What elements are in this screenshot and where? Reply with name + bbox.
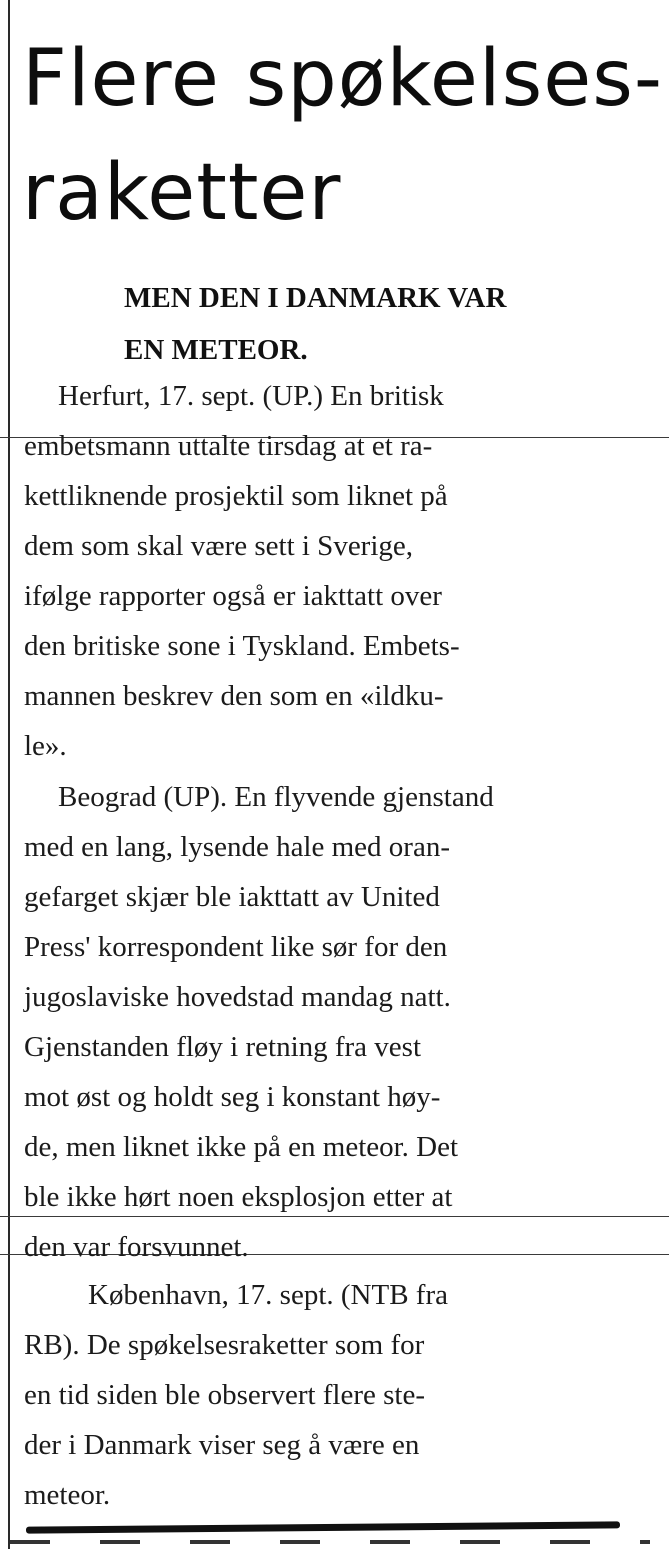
headline [22, 22, 663, 250]
paragraph-line: ifølge rapporter også er iakttatt over [24, 580, 442, 612]
paragraph-line: den britiske sone i Tyskland. Embets- [24, 630, 460, 662]
clipping-edge-remnant [10, 1540, 650, 1544]
paragraph-line: RB). De spøkelsesraketter som for [24, 1329, 425, 1361]
paragraph-line: embetsmann uttalte tirsdag at et ra- [24, 430, 433, 462]
clipping-left-border [8, 0, 10, 1549]
paragraph-line: København, 17. sept. (NTB fra [88, 1279, 448, 1311]
paragraph-beograd [24, 772, 624, 1272]
headline-line: Flere spøkelses- [22, 34, 663, 124]
paragraph-kobenhavn [24, 1270, 624, 1520]
headline-line: raketter [22, 148, 342, 238]
paragraph-line: kettliknende prosjektil som liknet på [24, 480, 448, 512]
paragraph-line: Gjenstanden fløy i retning fra vest [24, 1031, 422, 1063]
paragraph-line: de, men liknet ikke på en meteor. Det [24, 1131, 459, 1163]
paragraph-line: jugoslaviske hovedstad mandag natt. [24, 981, 451, 1013]
paragraph-herfurt [24, 371, 624, 771]
paragraph-line: ble ikke hørt noen eksplosjon etter at [24, 1181, 453, 1213]
paragraph-line: dem som skal være sett i Sverige, [24, 530, 414, 562]
paragraph-line: Press' korrespondent like sør for den [24, 931, 448, 963]
subheadline-line: EN METEOR. [124, 334, 308, 366]
paragraph-line: en tid siden ble observert flere ste- [24, 1379, 426, 1411]
paragraph-line: meteor. [24, 1479, 111, 1511]
paragraph-line: gefarget skjær ble iakttatt av United [24, 881, 440, 913]
paragraph-line: med en lang, lysende hale med oran- [24, 831, 450, 863]
paragraph-line: Herfurt, 17. sept. (UP.) En britisk [58, 380, 444, 412]
end-rule [26, 1521, 620, 1533]
paragraph-line: den var forsvunnet. [24, 1231, 249, 1263]
subheadline-line: MEN DEN I DANMARK VAR [124, 282, 507, 314]
paragraph-line: mot øst og holdt seg i konstant høy- [24, 1081, 441, 1113]
paragraph-line: mannen beskrev den som en «ildku- [24, 680, 444, 712]
paragraph-line: Beograd (UP). En flyvende gjenstand [58, 781, 494, 813]
subheadline [124, 272, 644, 376]
paragraph-line: le». [24, 730, 67, 762]
paragraph-line: der i Danmark viser seg å være en [24, 1429, 420, 1461]
